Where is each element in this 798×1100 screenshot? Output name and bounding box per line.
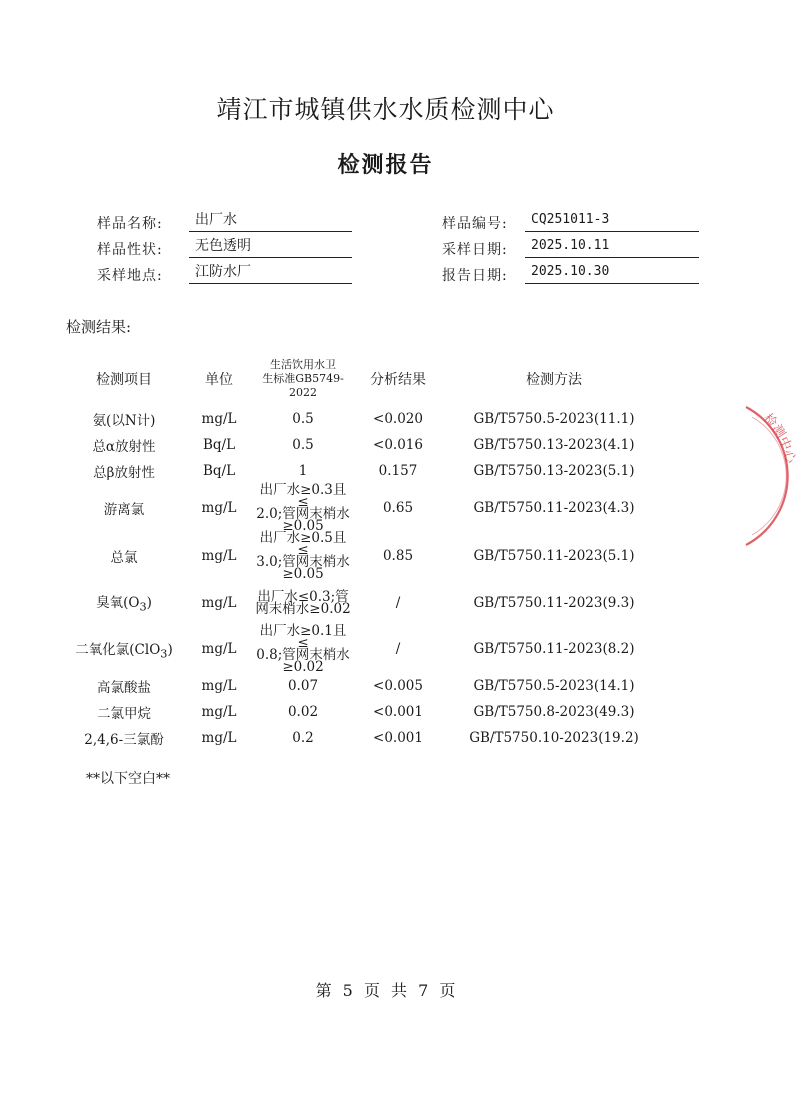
- cell-item: 高氯酸盐: [97, 680, 151, 696]
- cell-method: GB/T5750.5-2023(14.1): [473, 678, 635, 694]
- sample-id-label: 样品编号:: [442, 216, 508, 232]
- cell-method: GB/T5750.11-2023(9.3): [473, 594, 635, 611]
- seal-text: 检测中心: [759, 411, 798, 465]
- cell-result: <0.020: [373, 411, 423, 427]
- header-standard-line2: 生标准GB5749-: [262, 372, 344, 385]
- standard-line: 出厂水≥0.3且≤: [259, 482, 347, 510]
- cell-unit: mg/L: [201, 594, 237, 611]
- table-row: [64, 484, 664, 532]
- sample-name-row: [97, 210, 357, 232]
- table-row: [64, 406, 664, 432]
- table-row: [64, 625, 664, 673]
- table-row: [64, 725, 664, 751]
- standard-line: 出厂水≤0.3;管: [257, 588, 349, 605]
- cell-result: <0.005: [373, 678, 423, 694]
- cell-standard: 0.2: [292, 730, 314, 746]
- cell-item: 游离氯: [103, 502, 145, 518]
- report-title: 检测报告: [337, 152, 434, 178]
- sample-name-label: 样品名称:: [97, 216, 163, 232]
- header-standard-line3: 2022: [289, 386, 317, 399]
- official-seal-stamp: [742, 395, 798, 555]
- item-text-tail: ): [146, 595, 152, 612]
- cell-result: /: [395, 641, 401, 657]
- standard-line: ≥0.05: [282, 518, 324, 534]
- standard-line: 出厂水≥0.5且≤: [259, 530, 347, 558]
- sampling-date-label: 采样日期:: [442, 242, 508, 258]
- sample-state-value: 无色透明: [189, 236, 352, 258]
- cell-standard: 0.5: [292, 411, 314, 427]
- standard-line: ≥0.02: [282, 659, 324, 675]
- cell-item: [64, 625, 184, 673]
- cell-result: <0.016: [373, 437, 423, 453]
- cell-unit: Bq/L: [202, 437, 236, 453]
- cell-method: GB/T5750.11-2023(5.1): [473, 548, 635, 564]
- cell-method: GB/T5750.11-2023(8.2): [473, 641, 635, 657]
- cell-unit: mg/L: [201, 411, 237, 427]
- cell-unit: Bq/L: [202, 463, 236, 479]
- item-text: 二氧化氯(ClO: [75, 641, 161, 658]
- sampling-date-value: 2025.10.11: [525, 236, 699, 258]
- header-standard-line1: 生活饮用水卫: [270, 358, 336, 371]
- cell-method: GB/T5750.5-2023(11.1): [473, 411, 635, 427]
- table-row: [64, 699, 664, 725]
- results-table: [64, 352, 664, 751]
- cell-item: 二氯甲烷: [97, 706, 151, 722]
- sample-state-label: 样品性状:: [97, 242, 163, 258]
- standard-line: 出厂水≥0.1且≤: [259, 623, 347, 651]
- cell-result: <0.001: [373, 730, 423, 746]
- table-row: [64, 458, 664, 484]
- header-unit: 单位: [205, 372, 233, 388]
- standard-line: ≥0.05: [282, 566, 324, 582]
- cell-standard: [254, 484, 352, 532]
- cell-method: GB/T5750.13-2023(4.1): [473, 437, 635, 453]
- cell-standard: [254, 625, 352, 673]
- cell-standard: [254, 580, 352, 625]
- sampling-location-label: 采样地点:: [97, 268, 163, 284]
- blank-below-note: **以下空白**: [86, 771, 170, 787]
- cell-unit: mg/L: [201, 548, 237, 564]
- sample-name-value: 出厂水: [189, 210, 352, 232]
- cell-result: /: [395, 594, 401, 611]
- header-result: 分析结果: [370, 372, 426, 388]
- cell-result: 0.157: [378, 463, 418, 479]
- sample-id-value: CQ251011-3: [525, 210, 699, 232]
- cell-method: GB/T5750.11-2023(4.3): [473, 500, 635, 516]
- sampling-location-value: 江防水厂: [189, 262, 352, 284]
- cell-standard: [254, 532, 352, 580]
- cell-item: 总氯: [110, 550, 138, 566]
- item-text: 臭氧(O: [96, 595, 140, 612]
- sampling-date-row: [442, 236, 702, 258]
- cell-unit: mg/L: [201, 641, 237, 657]
- sampling-location-row: [97, 262, 357, 284]
- standard-line: 0.8;管网末梢水: [256, 647, 350, 663]
- header-item: 检测项目: [96, 372, 152, 388]
- report-date-row: [442, 262, 702, 284]
- cell-unit: mg/L: [201, 704, 237, 720]
- cell-result: <0.001: [373, 704, 423, 720]
- organization-name: 靖江市城镇供水水质检测中心: [216, 95, 555, 124]
- item-subscript: 3: [139, 600, 147, 614]
- cell-result: 0.65: [382, 500, 414, 516]
- cell-method: GB/T5750.10-2023(19.2): [469, 730, 639, 746]
- report-date-value: 2025.10.30: [525, 262, 699, 284]
- sample-state-row: [97, 236, 357, 258]
- cell-item: [64, 580, 184, 625]
- results-section-title: 检测结果:: [66, 318, 132, 336]
- cell-unit: mg/L: [201, 500, 237, 516]
- cell-item: 氨(以N计): [92, 413, 156, 429]
- cell-method: GB/T5750.13-2023(5.1): [473, 463, 635, 479]
- header-method: 检测方法: [526, 372, 582, 388]
- item-text-tail: ): [167, 641, 173, 658]
- report-date-label: 报告日期:: [442, 268, 508, 284]
- cell-standard: 1: [298, 463, 308, 479]
- standard-line: 网末梢水≥0.02: [255, 600, 351, 617]
- cell-item: 2,4,6-三氯酚: [84, 732, 164, 748]
- cell-unit: mg/L: [201, 678, 237, 694]
- table-row: [64, 580, 664, 625]
- cell-standard: 0.02: [287, 704, 319, 720]
- page-number: 第 5 页 共 7 页: [315, 981, 456, 1000]
- cell-standard: 0.07: [287, 678, 319, 694]
- item-subscript: 3: [160, 647, 168, 661]
- cell-method: GB/T5750.8-2023(49.3): [473, 704, 635, 720]
- standard-line: 2.0;管网末梢水: [256, 506, 350, 522]
- cell-item: 总α放射性: [92, 439, 156, 455]
- sample-id-row: [442, 210, 702, 232]
- cell-result: 0.85: [382, 548, 414, 564]
- header-standard: [254, 352, 352, 406]
- standard-line: 3.0;管网末梢水: [256, 554, 350, 570]
- cell-item: 总β放射性: [93, 465, 155, 481]
- table-row: [64, 432, 664, 458]
- table-header-row: [64, 352, 664, 406]
- svg-text:检测中心: [760, 410, 798, 465]
- table-row: [64, 673, 664, 699]
- table-row: [64, 532, 664, 580]
- cell-standard: 0.5: [292, 437, 314, 453]
- cell-unit: mg/L: [201, 730, 237, 746]
